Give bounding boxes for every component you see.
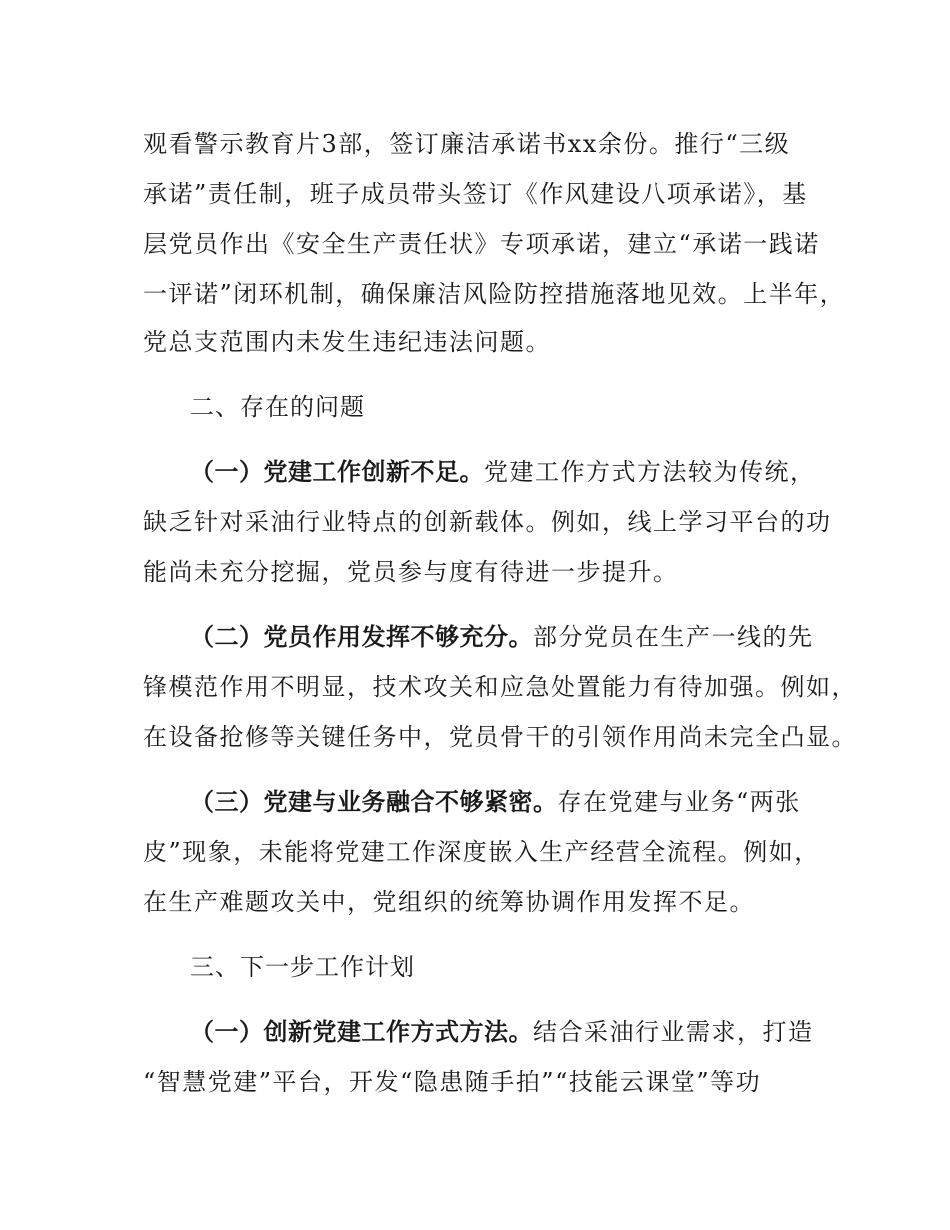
problem-2-first-line <box>190 621 870 653</box>
problem-3-line-3: 在生产难题攻关中，党组织的统筹协调作用发挥不足。 <box>143 888 755 916</box>
problem-1-line-2: 缺乏针对采油行业特点的创新载体。例如，线上学习平台的功 <box>143 508 832 536</box>
problem-1-first-line <box>190 456 870 488</box>
section-heading-problems: 二、存在的问题 <box>190 393 365 421</box>
problem-3-line-2: 皮”现象，未能将党建工作深度嵌入生产经营全流程。例如， <box>143 838 820 866</box>
intro-line-4: 一评诺”闭环机制，确保廉洁风险防控措施落地见效。上半年， <box>143 280 846 308</box>
problem-3-first-line <box>190 786 870 818</box>
problem-2-line-2: 锋模范作用不明显，技术攻关和应急处置能力有待加强。例如， <box>143 673 857 701</box>
plan-1-line-2: “智慧党建”平台，开发“隐患随手拍”“技能云课堂”等功 <box>143 1068 762 1096</box>
problem-1-title: （一）党建工作创新不足。 <box>190 458 484 486</box>
problem-3-title: （三）党建与业务融合不够紧密。 <box>190 788 558 816</box>
problem-2-text: 部分党员在生产一线的先 <box>533 623 814 651</box>
problem-1-text: 党建工作方式方法较为传统， <box>484 458 816 486</box>
problem-2-line-3: 在设备抢修等关键任务中，党员骨干的引领作用尚未完全凸显。 <box>143 723 857 751</box>
plan-1-first-line <box>190 1016 870 1048</box>
problem-3-text: 存在党建与业务“两张 <box>557 788 801 816</box>
intro-line-2: 承诺”责任制，班子成员带头签订《作风建设八项承诺》，基 <box>143 180 808 208</box>
section-heading-next-steps: 三、下一步工作计划 <box>190 953 415 981</box>
intro-line-5: 党总支范围内未发生违纪违法问题。 <box>143 328 551 356</box>
intro-line-1: 观看警示教育片3部，签订廉洁承诺书xx余份。推行“三级 <box>143 130 791 158</box>
plan-1-title: （一）创新党建工作方式方法。 <box>190 1018 533 1046</box>
problem-1-line-3: 能尚未充分挖掘，党员参与度有待进一步提升。 <box>143 558 679 586</box>
problem-2-title: （二）党员作用发挥不够充分。 <box>190 623 533 651</box>
plan-1-text: 结合采油行业需求，打造 <box>533 1018 814 1046</box>
intro-line-3: 层党员作出《安全生产责任状》专项承诺，建立“承诺一践诺 <box>143 230 820 258</box>
